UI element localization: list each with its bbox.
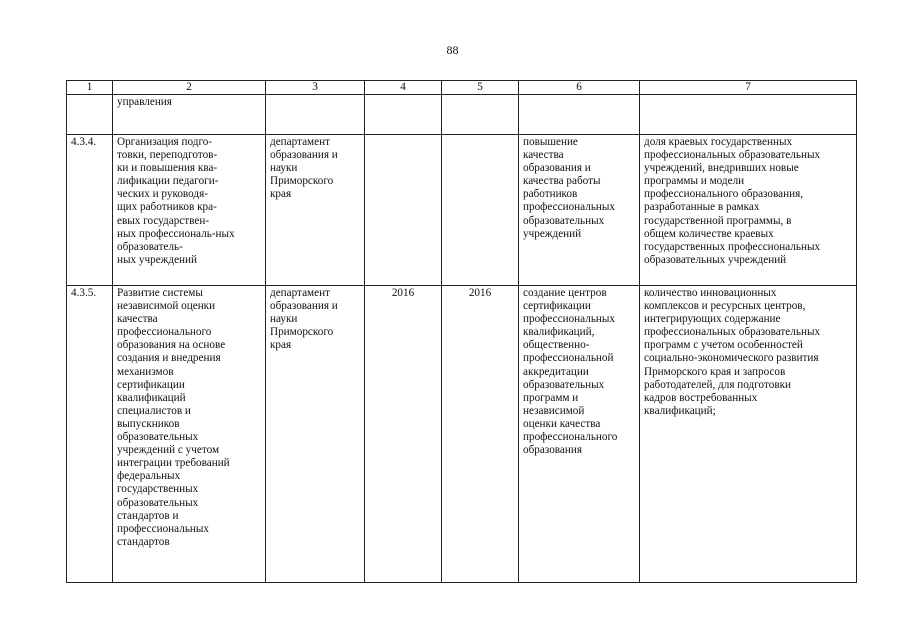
table-row [67,135,857,286]
indicator-cell: доля краевых государственных профессиональных образовательных учреждений, внедривших новые программы и модели профессионального образования, разработанные в рамках государственной программы, в общем количестве краевых государственных профессиональных образовательных учреждений [640,135,857,286]
start-year-cell [365,95,442,135]
end-year-cell: 2016 [442,286,519,583]
result-cell [519,95,640,135]
table-row [67,95,857,135]
page-number: 88 [446,43,459,57]
start-year-cell: 2016 [365,286,442,583]
header-cell-4: 4 [365,81,442,95]
executor-cell: департамент образования и науки Приморского края [266,135,365,286]
table-row [67,286,857,583]
end-year-cell [442,135,519,286]
header-cell-6: 6 [519,81,640,95]
start-year-cell [365,135,442,286]
executor-cell: департамент образования и науки Приморского края [266,286,365,583]
header-cell-2: 2 [113,81,266,95]
indicator-cell: количество инновационных комплексов и ресурсных центров, интегрирующих содержание профессиональных образовательных программ с учетом особенностей социально-экономического развития Приморского края и запросов работодателей, для подготовки кадров востребованных квалификаций; [640,286,857,583]
activity-cell: Развитие системы независимой оценки качества профессионального образования на основе создания и внедрения механизмов сертификации квалификаций специалистов и выпускников образовательных учреждений с учетом интеграции требований федеральных государственных образовательных стандартов и профессиональных стандартов [113,286,266,583]
program-activities-table [66,80,857,583]
table-header-row [67,81,857,95]
result-cell: создание центров сертификации профессиональных квалификаций, общественно- профессиональной аккредитации образовательных программ и независимой оценки качества профессионального образования [519,286,640,583]
header-cell-3: 3 [266,81,365,95]
executor-cell [266,95,365,135]
header-cell-7: 7 [640,81,857,95]
row-number-cell: 4.3.5. [67,286,113,583]
end-year-cell [442,95,519,135]
indicator-cell [640,95,857,135]
header-cell-5: 5 [442,81,519,95]
activity-cell: Организация подго- товки, переподготов- ки и повышения ква- лификации педагоги- ческих и руководя- щих работников кра- евых государствен- ных профессиональ-ных образователь- ных учреждений [113,135,266,286]
row-number-cell: 4.3.4. [67,135,113,286]
result-cell: повышение качества образования и качества работы работников профессиональных образовательных учреждений [519,135,640,286]
header-cell-1: 1 [67,81,113,95]
row-number-cell [67,95,113,135]
activity-cell: управления [113,95,266,135]
